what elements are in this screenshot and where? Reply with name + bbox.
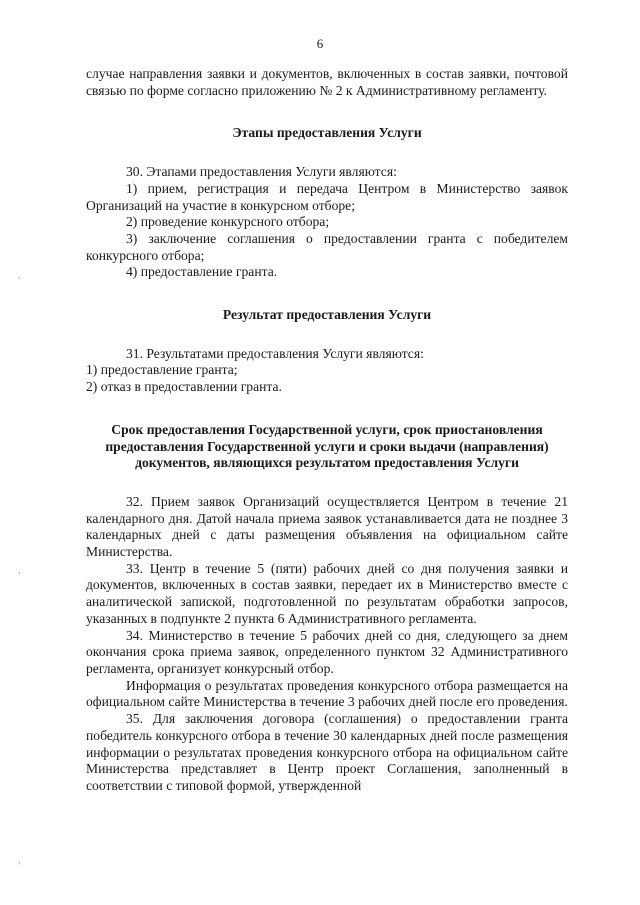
paragraph-33: 33. Центр в течение 5 (пяти) рабочих дней со дня получения заявки и документов, включенных в состав заявки, передает их в Министерство вместе с аналитической запиской, подготовленной по результатам обработки запросов, указанных в подпункте 2 пункта 6 Административного регламента. [86,560,568,626]
stage-item: 3) заключение соглашения о предоставлении гранта с победителем конкурсного отбора; [86,230,568,263]
paragraph-35: 35. Для заключения договора (соглашения) о предоставлении гранта победитель конкурсного отбора в течение 30 календарных дней после размещения информации о результатах проведения конкурсного отбора на официальном сайте Министерства представляет в Центр проект Соглашения, заполненный в соответствии с типовой формой, утвержденной [86,711,568,793]
section-heading-stages: Этапы предоставления Услуги [232,125,422,141]
result-item: 1) предоставление гранта; [86,362,238,378]
stage-item: 2) проведение конкурсного отбора; [126,214,330,230]
result-item: 2) отказ в предоставлении гранта. [86,379,282,395]
result-lead: 31. Результатами предоставления Услуги являются: [126,345,424,361]
paragraph-34-info: Информация о результатах проведения конкурсного отбора размещается на официальном сайте Министерства в течение 3 рабочих дней после его проведения. [86,677,568,710]
stages-lead: 30. Этапами предоставления Услуги являются: [126,164,397,180]
section-heading-result: Результат предоставления Услуги [222,307,432,323]
paragraph-32: 32. Прием заявок Организаций осуществляется Центром в течение 21 календарного дня. Датой начала приема заявок устанавливается дата не позднее 3 календарных дней с даты размещения объявления на официальном сайте Министерства. [86,493,568,560]
document-body [86,66,568,795]
scan-mark: , [18,855,21,865]
page-number: 6 [316,36,324,51]
section-heading-terms: Срок предоставления Государственной услуги, срок приостановления предоставления Государственной услуги и сроки выдачи (направления) документов, являющихся результатом предоставления Услуги [105,421,549,471]
intro-paragraph: случае направления заявки и документов, включенных в состав заявки, почтовой связью по форме согласно приложению № 2 к Административному регламенту. [86,66,568,98]
stage-item: 1) прием, регистрация и передача Центром в Министерство заявок Организаций на участие в конкурсном отборе; [86,180,568,213]
paragraph-34: 34. Министерство в течение 5 рабочих дней со дня, следующего за днем окончания срока приема заявок, определенного пунктом 32 Административного регламента, организует конкурсный отбор. [86,627,568,676]
scan-mark: , [18,270,21,280]
scan-mark: , [18,565,21,575]
stage-item: 4) предоставление гранта. [126,264,278,280]
